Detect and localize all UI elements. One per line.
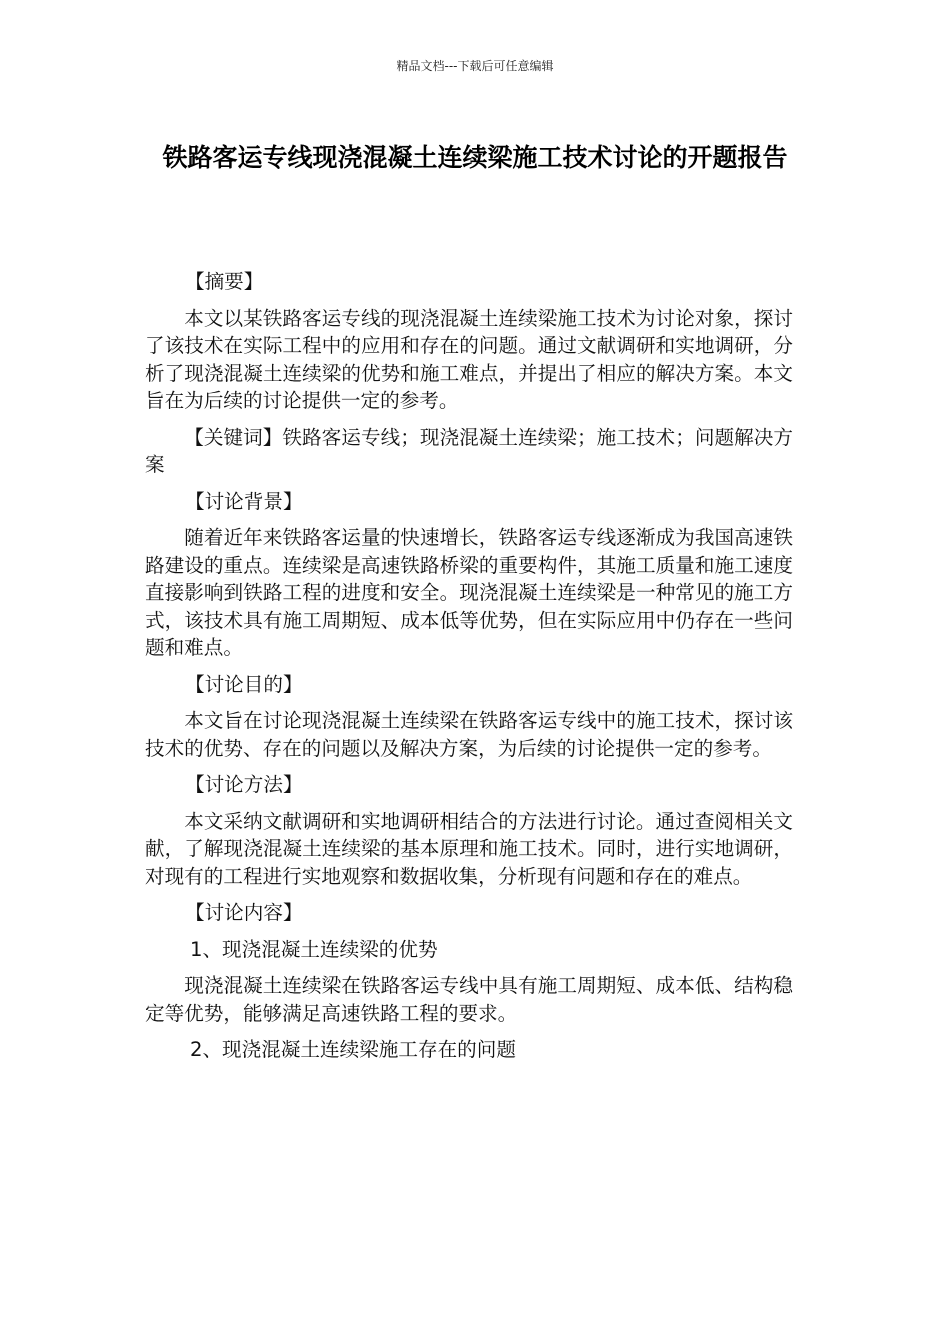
background-paragraph: 随着近年来铁路客运量的快速增长，铁路客运专线逐渐成为我国高速铁路建设的重点。连续梁是高速铁路桥梁的重要构件，其施工质量和施工速度直接影响到铁路工程的进度和安全。现浇混凝土连续梁是一种常见的施工方式，该技术具有施工周期短、成本低等优势，但在实际应用中仍存在一些问题和难点。 [145, 526, 793, 659]
document-body [145, 268, 793, 1073]
item1-paragraph: 现浇混凝土连续梁在铁路客运专线中具有施工周期短、成本低、结构稳定等优势，能够满足高速铁路工程的要求。 [145, 974, 793, 1025]
header-note: 精品文档---下载后可任意编辑 [396, 59, 554, 73]
keywords-paragraph: 【关键词】铁路客运专线；现浇混凝土连续梁；施工技术；问题解决方案 [145, 425, 793, 476]
abstract-heading: 【摘要】 [185, 270, 264, 293]
purpose-heading: 【讨论目的】 [185, 672, 303, 696]
item2-heading: 2、现浇混凝土连续梁施工存在的问题 [190, 1038, 516, 1061]
document-title: 铁路客运专线现浇混凝土连续梁施工技术讨论的开题报告 [162, 143, 788, 172]
method-heading: 【讨论方法】 [185, 773, 303, 796]
method-paragraph: 本文采纳文献调研和实地调研相结合的方法进行讨论。通过查阅相关文献，了解现浇混凝土连续梁的基本原理和施工技术。同时，进行实地调研，对现有的工程进行实地观察和数据收集，分析现有问题和存在的难点。 [145, 809, 793, 888]
item1-heading: 1、现浇混凝土连续梁的优势 [190, 937, 438, 961]
purpose-paragraph: 本文旨在讨论现浇混凝土连续梁在铁路客运专线中的施工技术，探讨该技术的优势、存在的问题以及解决方案，为后续的讨论提供一定的参考。 [145, 709, 793, 760]
content-heading: 【讨论内容】 [185, 901, 303, 924]
background-heading: 【讨论背景】 [185, 489, 303, 513]
abstract-paragraph: 本文以某铁路客运专线的现浇混凝土连续梁施工技术为讨论对象，探讨了该技术在实际工程中的应用和存在的问题。通过文献调研和实地调研，分析了现浇混凝土连续梁的优势和施工难点，并提出了相应的解决方案。本文旨在为后续的讨论提供一定的参考。 [145, 306, 793, 412]
